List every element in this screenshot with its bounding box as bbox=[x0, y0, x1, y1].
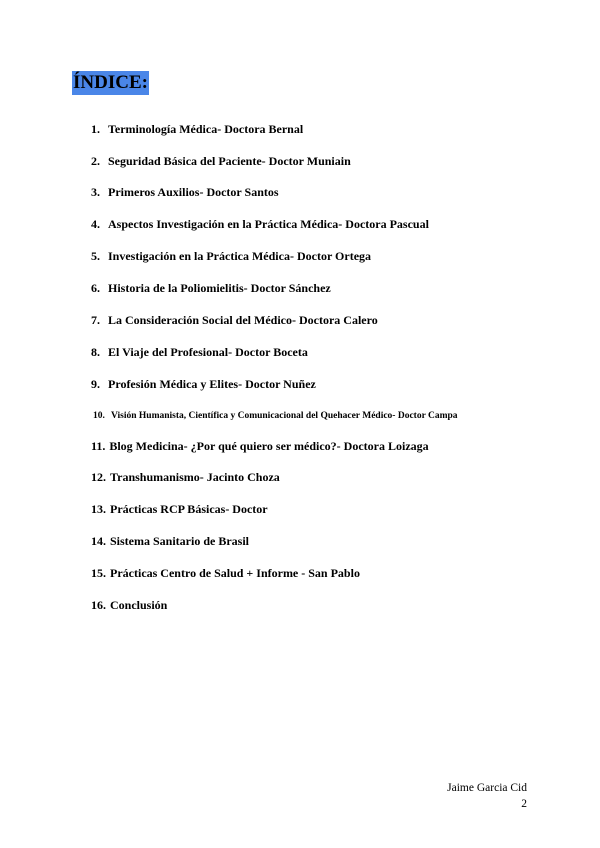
toc-text: Profesión Médica y Elites- Doctor Nuñez bbox=[108, 377, 316, 391]
index-heading: ÍNDICE: bbox=[73, 72, 148, 93]
toc-item-5 bbox=[91, 249, 371, 263]
toc-item-13 bbox=[91, 502, 268, 516]
toc-number: 15. bbox=[91, 566, 106, 580]
footer-author: Jaime Garcia Cid bbox=[447, 782, 527, 794]
toc-text: Historia de la Poliomielitis- Doctor Sánchez bbox=[108, 281, 331, 295]
toc-item-8 bbox=[91, 345, 308, 359]
toc-item-7 bbox=[91, 313, 378, 327]
toc-item-15 bbox=[91, 566, 360, 580]
toc-number: 6. bbox=[91, 281, 100, 295]
toc-text: Prácticas RCP Básicas- Doctor bbox=[110, 502, 268, 516]
toc-number: 9. bbox=[91, 377, 100, 391]
toc-text: Conclusión bbox=[110, 598, 168, 612]
toc-text: Sistema Sanitario de Brasil bbox=[110, 534, 250, 548]
toc-text: Investigación en la Práctica Médica- Doctor Ortega bbox=[108, 249, 372, 263]
toc-number: 14. bbox=[91, 534, 106, 548]
toc-text: Transhumanismo- Jacinto Choza bbox=[110, 470, 280, 484]
toc-item-9 bbox=[91, 377, 316, 391]
toc-item-3 bbox=[91, 185, 279, 199]
toc-item-16 bbox=[91, 598, 167, 612]
toc-text: Aspectos Investigación en la Práctica Médica- Doctora Pascual bbox=[108, 217, 429, 231]
toc-number: 1. bbox=[91, 122, 100, 136]
toc-text: Primeros Auxilios- Doctor Santos bbox=[108, 185, 279, 199]
toc-item-1 bbox=[91, 122, 303, 136]
toc-number: 7. bbox=[91, 313, 100, 327]
toc-number: 12. bbox=[91, 470, 106, 484]
toc-text: El Viaje del Profesional- Doctor Boceta bbox=[108, 345, 308, 359]
toc-number: 11. bbox=[91, 439, 106, 453]
toc-number: 13. bbox=[91, 502, 106, 516]
toc-text: Terminología Médica- Doctora Bernal bbox=[108, 122, 304, 136]
toc-item-11 bbox=[91, 439, 429, 453]
toc-text: Seguridad Básica del Paciente- Doctor Muniain bbox=[108, 154, 351, 168]
toc-item-12 bbox=[91, 470, 280, 484]
toc-number: 4. bbox=[91, 217, 100, 231]
toc-item-6 bbox=[91, 281, 331, 295]
toc-number: 5. bbox=[91, 249, 100, 263]
toc-number: 16. bbox=[91, 598, 106, 612]
toc-number: 8. bbox=[91, 345, 100, 359]
toc-text: Blog Medicina- ¿Por qué quiero ser médico?- Doctora Loizaga bbox=[109, 439, 429, 453]
toc-item-14 bbox=[91, 534, 249, 548]
page-number: 2 bbox=[521, 798, 527, 810]
toc-item-10 bbox=[93, 409, 458, 423]
toc-item-2 bbox=[91, 154, 351, 168]
toc-text: Visión Humanista, Científica y Comunicacional del Quehacer Médico- Doctor Campa bbox=[111, 411, 458, 421]
toc-item-4 bbox=[91, 217, 429, 231]
toc-number: 10. bbox=[93, 411, 105, 421]
toc-text: Prácticas Centro de Salud + Informe - San Pablo bbox=[110, 566, 360, 580]
toc-number: 3. bbox=[91, 185, 100, 199]
toc-number: 2. bbox=[91, 154, 100, 168]
toc-text: La Consideración Social del Médico- Doctora Calero bbox=[108, 313, 378, 327]
